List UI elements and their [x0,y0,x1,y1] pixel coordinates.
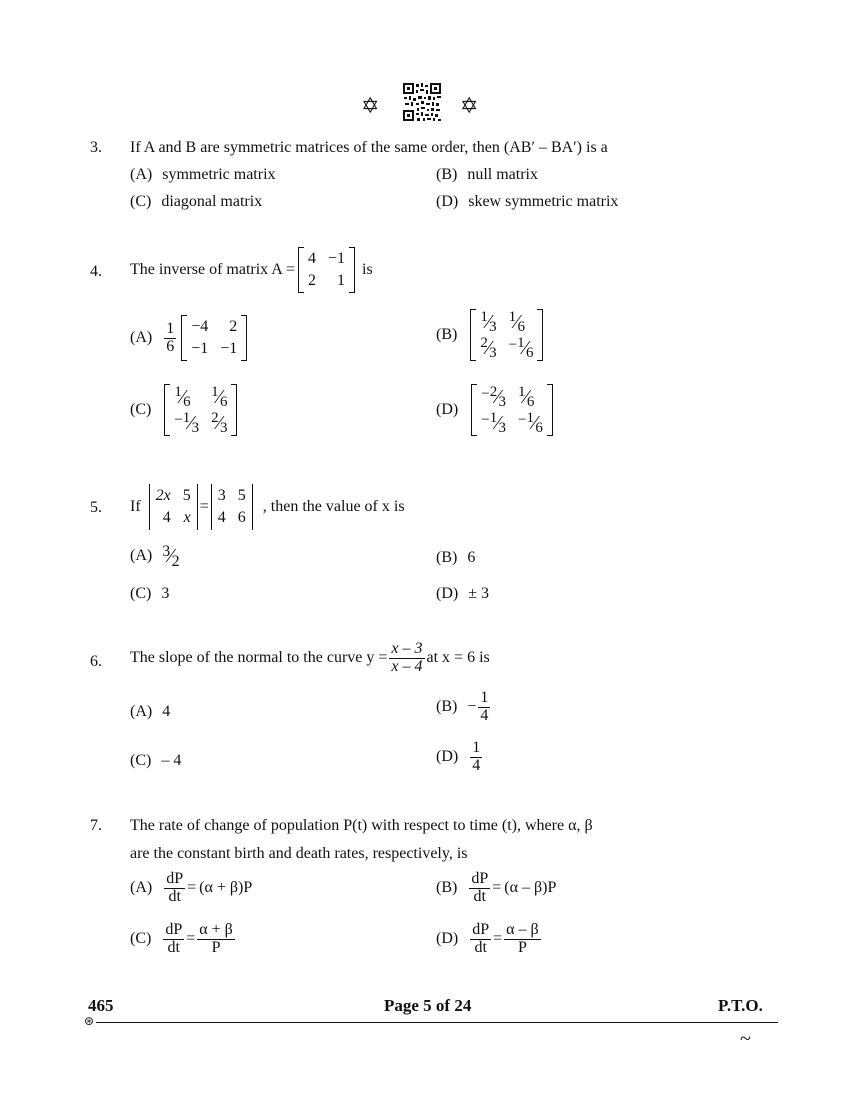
matrix-cell: 4 [307,250,316,267]
question-4-text: The inverse of matrix A = [130,261,295,278]
matrix-a [298,247,355,293]
determinant-left [149,484,198,530]
rhs-fraction: $\frac{\alpha + \beta}{P}$ [199,921,233,956]
matrix-cell: 2 [307,272,316,289]
option-label: (A) [130,547,153,564]
question-4-text-end: is [362,261,373,278]
star-of-david-icon-right: ✡ [460,94,479,119]
question-5-text: If [130,498,141,515]
slash-fraction: 2 ⁄ 3 [211,410,228,436]
option-matrix [471,384,553,436]
question-3-text: If A and B are symmetric matrices of the same order, then (AB′ – BA′) is a [130,139,608,156]
question-7-text-line-1: The rate of change of population P(t) with respect to time (t), where α, β [130,817,593,834]
slash-fraction: 1 ⁄ 6 [211,384,228,410]
slash-fraction: 3 ⁄ 2 [162,543,180,570]
option-label: (B) [436,549,458,566]
question-4-stem [130,247,373,293]
question-6-number: 6. [90,653,102,670]
question-5-option-a [130,543,180,570]
option-label: (C) [130,193,152,210]
slash-fraction: 2 ⁄ 3 [480,335,497,361]
question-7-text-line-2: are the constant birth and death rates, respectively, is [130,845,468,862]
question-6-option-d [436,740,484,775]
option-label: (C) [130,752,152,769]
slash-fraction: 1 ⁄ 6 [518,384,535,410]
question-7-number: 7. [90,817,102,834]
slash-fraction: 1 ⁄ 6 [174,384,191,410]
matrix-cell: −4 [191,318,209,335]
det-cell: 5 [182,487,191,504]
rhs-fraction: $\frac{\alpha - \beta}{P}$ [506,921,539,956]
question-5-option-d [436,585,489,603]
option-label: (C) [130,930,152,948]
det-cell: 4 [162,509,171,526]
question-7-option-a [130,871,252,906]
question-7-option-d [436,922,543,957]
page-number: Page 5 of 24 [384,996,472,1015]
option-matrix [470,309,543,361]
det-cell: x [183,509,191,526]
option-label: (A) [130,703,153,720]
option-matrix [181,315,247,361]
equals-sign: = [493,930,503,948]
question-6-stem [130,641,490,676]
option-text: 6 [467,549,476,566]
question-6-text: The slope of the normal to the curve y = [130,649,388,667]
tilde-mark: ~ [740,1028,751,1050]
question-3-option-d [436,193,618,211]
option-rhs: (α + β)P [199,879,253,897]
option-text: diagonal matrix [161,193,263,210]
question-5-option-b [436,549,475,567]
derivative-fraction: $\frac{dP}{dt}$ [166,870,184,905]
det-cell: 2x [155,487,171,504]
det-cell: 3 [217,487,226,504]
option-label: (C) [130,401,152,418]
equals-sign: = [492,879,502,897]
question-6-option-b [436,690,492,725]
matrix-cell: −1 [327,250,346,267]
footer-divider [96,1022,778,1023]
determinant-right [211,484,253,530]
question-5-text-end: , then the value of x is [262,498,405,515]
qr-code [402,82,442,122]
curve-fraction: $\frac{x - 3}{x - 4}$ [391,640,423,675]
det-cell: 6 [237,509,246,526]
question-4-option-c [130,384,240,436]
slash-fraction: − 1 ⁄ 3 [481,410,507,436]
question-5-number: 5. [90,499,102,516]
slash-fraction: 1 ⁄ 3 [480,309,497,335]
option-text: symmetric matrix [162,166,276,183]
option-label: (D) [436,930,459,948]
equals-sign: = [187,879,197,897]
option-label: (A) [130,329,153,346]
derivative-fraction: $\frac{dP}{dt}$ [472,921,490,956]
question-4-option-a [130,315,250,361]
coefficient-fraction: $\frac{1}{6}$ [166,319,175,355]
option-label: (A) [130,166,153,183]
matrix-cell: −1 [220,340,238,357]
option-fraction: $\frac{1}{4}$ [472,739,481,774]
slash-fraction: − 2 ⁄ 3 [481,384,507,410]
question-3-number: 3. [90,139,102,156]
question-3-option-b [436,166,538,184]
option-fraction: $\frac{1}{4}$ [480,689,489,724]
question-3-option-c [130,193,262,211]
question-7-option-b [436,871,556,906]
minus-sign: − [467,698,477,716]
question-6-option-c [130,752,181,770]
det-cell: 4 [217,509,226,526]
question-4-option-b [436,309,546,361]
question-5-stem [130,484,405,530]
option-label: (C) [130,585,152,602]
option-text: – 4 [161,752,182,769]
slash-fraction: − 1 ⁄ 6 [518,410,543,436]
slash-fraction: − 1 ⁄ 6 [508,335,534,361]
option-rhs: (α – β)P [504,879,557,897]
option-label: (D) [436,193,459,210]
question-4-option-d [436,384,556,436]
qr-code-icon [402,82,442,122]
option-label: (D) [436,401,459,418]
option-label: (B) [436,166,458,183]
question-3-option-a [130,166,276,184]
option-matrix [164,384,237,436]
option-text: null matrix [467,166,538,183]
star-of-david-icon-left: ✡ [361,94,380,119]
question-6-option-a [130,703,170,721]
equals-sign: = [199,498,209,515]
slash-fraction: 1 ⁄ 6 [508,309,526,335]
derivative-fraction: $\frac{dP}{dt}$ [471,870,489,905]
question-5-option-c [130,585,169,603]
option-text: ± 3 [468,585,489,602]
slash-fraction: − 1 ⁄ 3 [174,410,200,436]
equals-sign: = [186,930,196,948]
derivative-fraction: $\frac{dP}{dt}$ [165,921,183,956]
question-4-number: 4. [90,263,102,280]
paper-code: 465 [88,996,114,1015]
option-text: 4 [162,703,171,720]
det-cell: 5 [237,487,246,504]
option-label: (B) [436,326,458,343]
matrix-cell: 2 [229,318,238,335]
question-7-option-c [130,922,237,957]
option-text: 3 [161,585,170,602]
pto-label: P.T.O. [718,996,763,1015]
option-label: (D) [436,585,459,602]
matrix-cell: 1 [337,272,346,289]
question-6-text-end: at x = 6 is [426,649,490,667]
option-label: (B) [436,879,458,897]
option-label: (D) [436,748,459,766]
option-label: (A) [130,879,153,897]
option-label: (B) [436,698,458,716]
footer-mark-icon: ⊛ [84,1014,95,1028]
option-text: skew symmetric matrix [468,193,619,210]
matrix-cell: −1 [191,340,209,357]
